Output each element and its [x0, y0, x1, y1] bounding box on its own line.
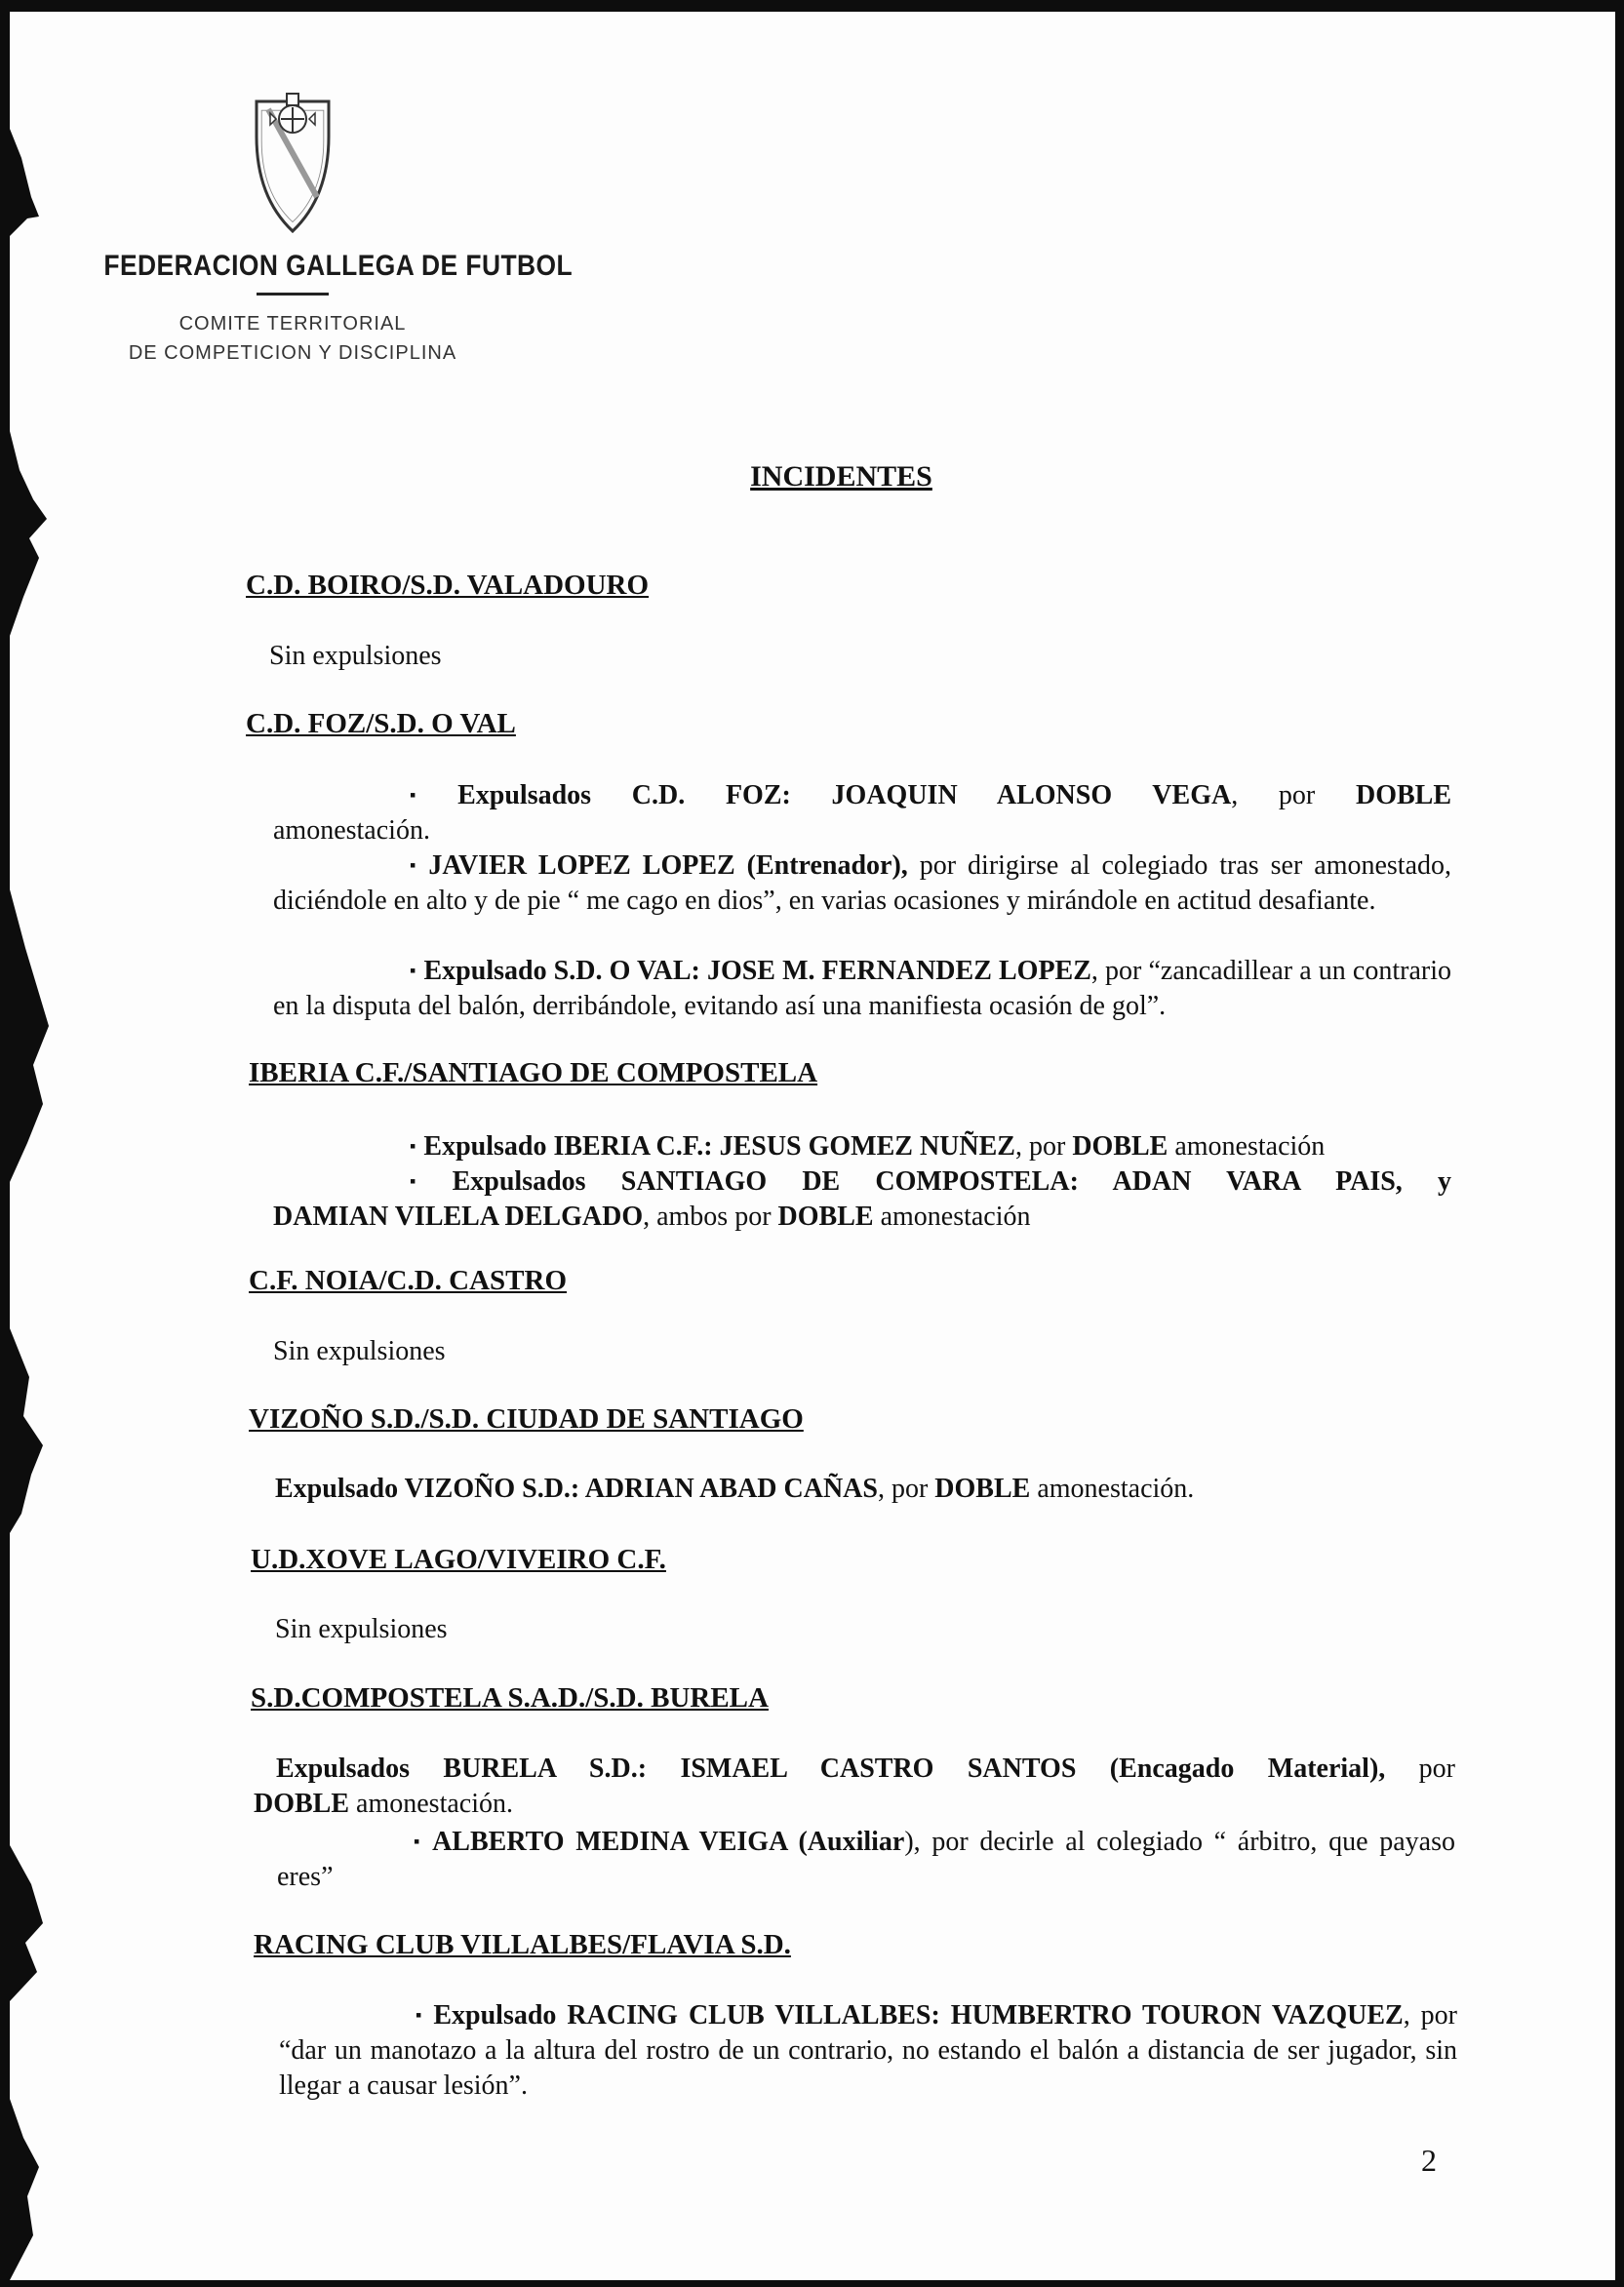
- incident-player: JAVIER LOPEZ LOPEZ (Entrenador),: [428, 850, 908, 881]
- incident-sanction: DOBLE: [934, 1474, 1031, 1504]
- incident-text: amonestación: [873, 1202, 1031, 1232]
- incident-text: , por “dar un manotazo a la altura del rostro de un contrario, no estando el balón a distancia de ser jugador, sin llegar a causar lesión”.: [279, 2000, 1457, 2101]
- incident-text: , ambos por: [643, 1202, 778, 1232]
- federation-crest-icon: [249, 90, 337, 236]
- incident-text: , por “zancadillear a un contrario en la disputa del balón, derribándole, evitando así una manifiesta ocasión de gol”.: [273, 956, 1451, 1021]
- incident-sanction: DOBLE: [777, 1202, 874, 1232]
- section-heading-vizono: VIZOÑO S.D./S.D. CIUDAD DE SANTIAGO: [249, 1403, 804, 1435]
- document-page: [10, 12, 1615, 2280]
- incident-text: , por: [1231, 780, 1356, 810]
- incident-player: Expulsados BURELA S.D.: ISMAEL CASTRO SANTOS (Encagado Material),: [276, 1754, 1386, 1784]
- section-heading-compostela: S.D.COMPOSTELA S.A.D./S.D. BURELA: [251, 1682, 769, 1714]
- incident-player: Expulsado IBERIA C.F.: JESUS GOMEZ NUÑEZ: [423, 1131, 1015, 1162]
- committee-line-1: COMITE TERRITORIAL: [178, 313, 407, 335]
- bullet-icon: ▪: [410, 1171, 445, 1191]
- section-text-boiro: Sin expulsiones: [269, 641, 442, 671]
- section-heading-racing: RACING CLUB VILLALBES/FLAVIA S.D.: [254, 1929, 791, 1960]
- incident-player: ALBERTO MEDINA VEIGA (Auxiliar: [432, 1827, 905, 1857]
- committee-line-2: DE COMPETICION Y DISCIPLINA: [128, 342, 457, 364]
- incident-burela-1: [254, 1752, 1455, 1822]
- header-divider: [257, 293, 329, 296]
- incident-text: ), por decirle al colegiado “ árbitro, que payaso eres”: [277, 1827, 1455, 1892]
- section-heading-foz: C.D. FOZ/S.D. O VAL: [246, 708, 516, 739]
- incident-sanction: DOBLE: [1072, 1131, 1168, 1162]
- incident-text: por: [1385, 1754, 1456, 1784]
- section-text-noia: Sin expulsiones: [273, 1336, 446, 1366]
- federation-name: FEDERACION GALLEGA DE FUTBOL: [103, 250, 574, 282]
- incident-player: DAMIAN VILELA DELGADO: [273, 1202, 644, 1232]
- incident-text: , por: [1014, 1131, 1073, 1162]
- bullet-icon: ▪: [410, 785, 451, 805]
- incident-text: por dirigirse al colegiado tras ser amonestado, diciéndole en alto y de pie “ me cago en dios”, en varias ocasiones y mirándole en actitud desafiante.: [273, 850, 1452, 916]
- incident-text: , por: [877, 1474, 935, 1504]
- section-heading-xove: U.D.XOVE LAGO/VIVEIRO C.F.: [251, 1544, 666, 1575]
- incident-text: amonestación.: [273, 815, 430, 846]
- incident-racing-1: [279, 1997, 1457, 2104]
- incident-player: Expulsado RACING CLUB VILLALBES: HUMBERTRO TOURON VAZQUEZ: [433, 2000, 1404, 2031]
- section-heading-iberia: IBERIA C.F./SANTIAGO DE COMPOSTELA: [249, 1057, 818, 1088]
- bullet-icon: ▪: [416, 2005, 426, 2025]
- section-heading-boiro: C.D. BOIRO/S.D. VALADOURO: [246, 570, 650, 601]
- incident-text: amonestación: [1168, 1131, 1326, 1162]
- incident-player: Expulsado VIZOÑO S.D.: ADRIAN ABAD CAÑAS: [275, 1474, 878, 1504]
- page-number: 2: [1421, 2143, 1437, 2178]
- incident-foz-3: [273, 953, 1451, 1024]
- incident-foz-1: [273, 777, 1451, 848]
- bullet-icon: ▪: [414, 1832, 425, 1851]
- incident-iberia-1: [273, 1128, 1451, 1164]
- page-title: INCIDENTES: [750, 460, 932, 493]
- bullet-icon: ▪: [410, 1136, 416, 1156]
- incident-foz-2: [273, 848, 1451, 919]
- incident-sanction: DOBLE: [254, 1789, 350, 1819]
- letterhead: [78, 90, 574, 368]
- incident-iberia-2: [273, 1163, 1451, 1235]
- incident-burela-2: [277, 1824, 1455, 1895]
- bullet-icon: ▪: [410, 855, 421, 875]
- incident-sanction: DOBLE: [1355, 780, 1451, 810]
- incident-text: amonestación.: [1030, 1474, 1195, 1504]
- torn-edge-decoration: [10, 12, 78, 2280]
- section-heading-noia: C.F. NOIA/C.D. CASTRO: [249, 1265, 568, 1296]
- bullet-icon: ▪: [410, 961, 416, 980]
- incident-text: amonestación.: [349, 1789, 513, 1819]
- section-text-xove: Sin expulsiones: [275, 1614, 448, 1644]
- incident-player: Expulsados SANTIAGO DE COMPOSTELA: ADAN VARA PAIS, y: [452, 1166, 1451, 1197]
- incident-player: Expulsado S.D. O VAL: JOSE M. FERNANDEZ LOPEZ: [423, 956, 1091, 986]
- incident-player: Expulsados C.D. FOZ: JOAQUIN ALONSO VEGA: [457, 780, 1232, 810]
- incident-vizono-1: [275, 1472, 1453, 1507]
